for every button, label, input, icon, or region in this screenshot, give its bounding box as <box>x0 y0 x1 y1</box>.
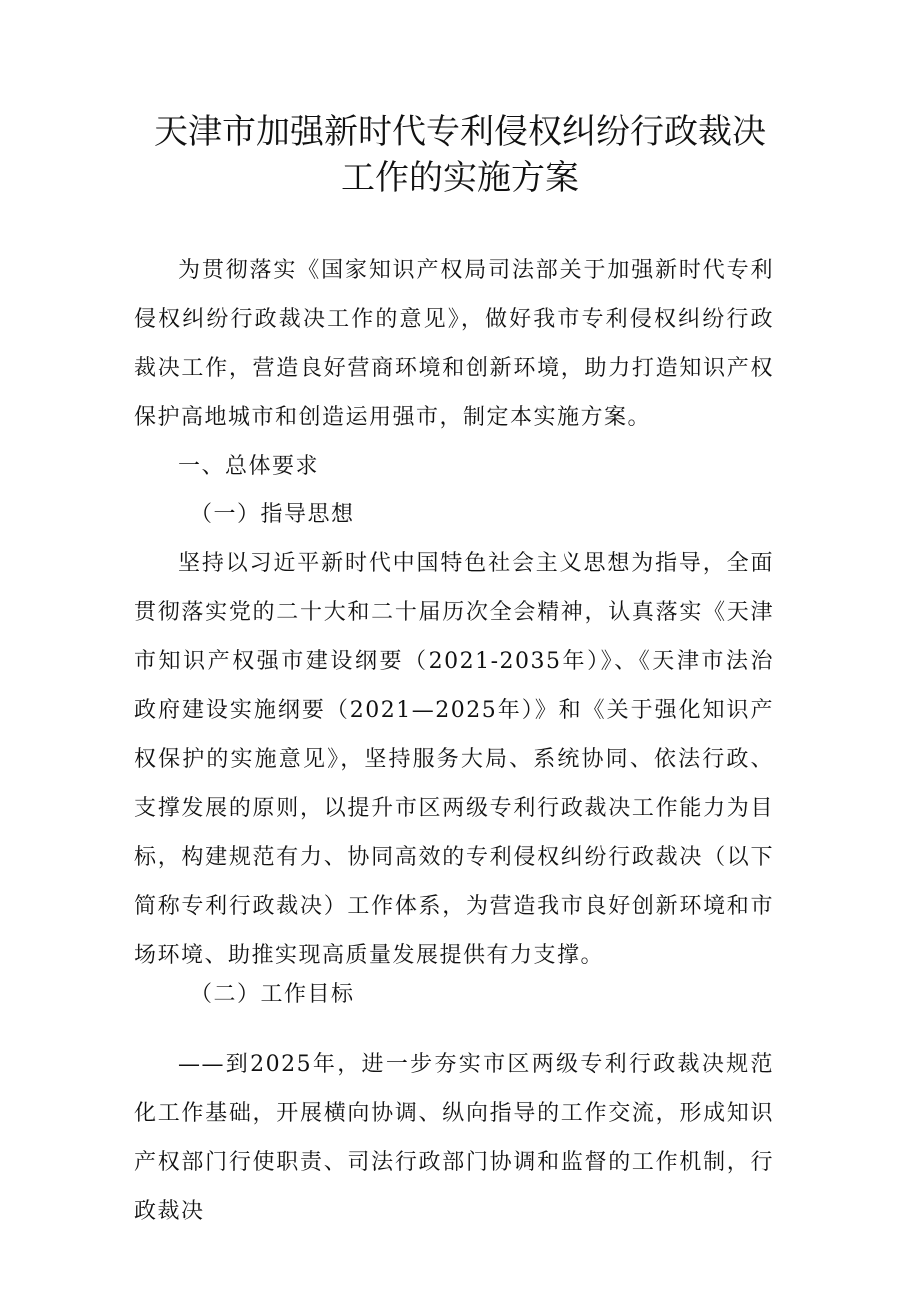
subsection-heading-guiding-ideology: （一）指导思想 <box>190 502 355 527</box>
document-title-line2: 工作的实施方案 <box>341 158 579 198</box>
document-title-line1: 天津市加强新时代专利侵权纠纷行政裁决 <box>154 112 766 152</box>
subsection-heading-work-goals: （二）工作目标 <box>190 982 355 1007</box>
intro-paragraph: 为贯彻落实《国家知识产权局司法部关于加强新时代专利侵权纠纷行政裁决工作的意见》，做好我市专利侵权纠纷行政裁决工作，营造良好营商环境和创新环境，助力打造知识产权保护高地城市和创造运用强市，制定本实施方案。 <box>134 258 774 430</box>
guiding-ideology-paragraph: 坚持以习近平新时代中国特色社会主义思想为指导，全面贯彻落实党的二十大和二十届历次全会精神，认真落实《天津市知识产权强市建设纲要（2021-2035年）》、《天津市法治政府建设实施纲要（2021—2025年）》和《关于强化知识产权保护的实施意见》，坚持服务大局、系统协同、依法行政、支撑发展的原则，以提升市区两级专利行政裁决工作能力为目标，构建规范有力、协同高效的专利侵权纠纷行政裁决（以下简称专利行政裁决）工作体系，为营造我市良好创新环境和市场环境、助推实现高质量发展提供有力支撑。 <box>134 551 774 968</box>
work-goals-paragraph: ——到2025年，进一步夯实市区两级专利行政裁决规范化工作基础，开展横向协调、纵向指导的工作交流，形成知识产权部门行使职责、司法行政部门协调和监督的工作机制，行政裁决 <box>134 1052 774 1224</box>
section-heading-general-requirements: 一、总体要求 <box>178 454 320 479</box>
